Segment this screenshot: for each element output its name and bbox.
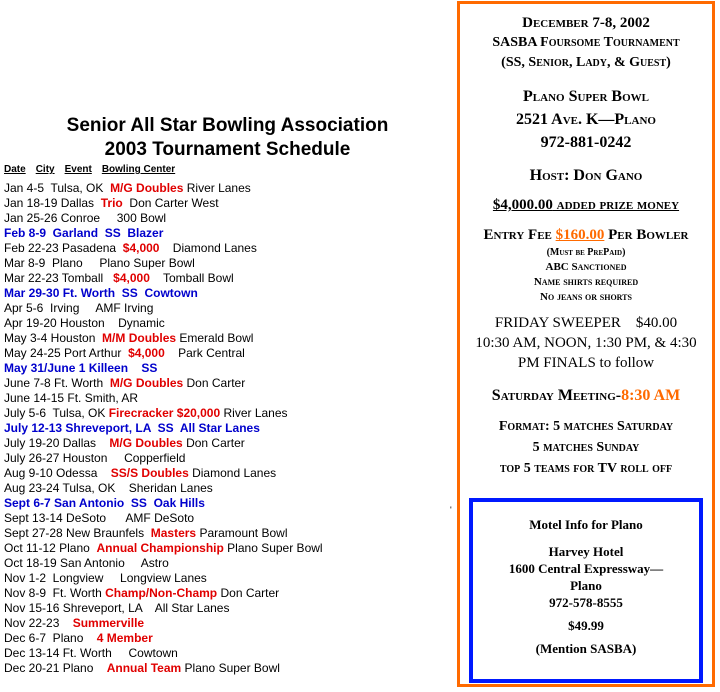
motel-note: (Mention SASBA) <box>535 641 637 656</box>
motel-info-box <box>469 498 703 683</box>
tournament-info-box <box>457 1 715 687</box>
schedule-row <box>4 331 323 346</box>
schedule-row <box>4 631 323 646</box>
schedule-row-text: Sept 13-14 DeSoto AMF DeSoto <box>4 511 195 525</box>
venue-name: Plano Super Bowl <box>523 88 649 105</box>
schedule-row-text: M/G Doubles <box>109 376 184 390</box>
schedule-row-text: 4 Member <box>96 631 153 645</box>
schedule-row-text: $4,000 <box>113 271 150 285</box>
schedule-row-text: July 19-20 Dallas <box>4 436 110 450</box>
schedule-row-text: Paramount Bowl <box>196 526 288 540</box>
motel-address-1: 1600 Central Expressway— <box>508 561 664 576</box>
schedule-row-text: Dec 13-14 Ft. Worth Cowtown <box>4 646 178 660</box>
schedule-row-text: May 31/June 1 Killeen SS <box>4 361 158 375</box>
schedule-row-text: Jan 25-26 Conroe 300 Bowl <box>4 211 167 225</box>
header-bowling-center: Bowling Center <box>101 164 176 175</box>
format-line-3: top 5 teams for TV roll off <box>499 461 673 476</box>
schedule-row-text: M/M Doubles <box>102 331 177 345</box>
schedule-row-text: Don Carter <box>183 376 246 390</box>
jeans-note: No jeans or shorts <box>540 291 632 303</box>
schedule-row <box>4 256 323 271</box>
schedule-row <box>4 436 323 451</box>
schedule-row-text: Dec 20-21 Plano <box>4 661 107 675</box>
schedule-row <box>4 421 323 436</box>
name-shirts-note: Name shirts required <box>533 276 639 288</box>
schedule-row-text: $4,000 <box>122 241 160 255</box>
schedule-row-text: Nov 8-9 Ft. Worth <box>4 586 106 600</box>
schedule-row <box>4 496 323 511</box>
prize-money <box>460 195 712 215</box>
saturday-meeting <box>460 385 712 407</box>
schedule-row-text: M/G Doubles <box>109 436 183 450</box>
tournament-name: SASBA Foursome Tournament <box>492 35 680 50</box>
motel-address-2: Plano <box>570 578 602 593</box>
schedule-row <box>4 361 323 376</box>
schedule-row-text: Trio <box>100 196 123 210</box>
tournament-date: December 7-8, 2002 <box>522 15 650 31</box>
schedule-row-text: July 5-6 Tulsa, OK <box>4 406 109 420</box>
friday-sweeper: FRIDAY SWEEPER $40.00 <box>494 315 678 331</box>
schedule-row-text: Firecracker $20,000 <box>108 406 221 420</box>
motel-name: Harvey Hotel <box>548 544 624 559</box>
schedule-row-text: Jan 4-5 Tulsa, OK <box>4 181 111 195</box>
prize-amount: $4,000.00 <box>492 197 553 213</box>
schedule-row <box>4 211 323 226</box>
schedule-row-text: Nov 1-2 Longview Longview Lanes <box>4 571 207 585</box>
schedule-row-text: Diamond Lanes <box>159 241 257 255</box>
schedule-row-text: Tomball Bowl <box>149 271 234 285</box>
schedule-row-text: July 26-27 Houston Copperfield <box>4 451 186 465</box>
schedule-row <box>4 616 323 631</box>
schedule-row-text: Aug 9-10 Odessa <box>4 466 111 480</box>
schedule-row <box>4 241 323 256</box>
schedule-row-text: Mar 29-30 Ft. Worth SS Cowtown <box>4 286 198 300</box>
schedule-row-text: June 14-15 Ft. Smith, AR <box>4 391 139 405</box>
schedule-row-text: Apr 5-6 Irving AMF Irving <box>4 301 154 315</box>
schedule-row-text: SS/S Doubles <box>110 466 189 480</box>
prepaid-note: (Must be PrePaid) <box>546 247 626 258</box>
schedule-row-text: Feb 8-9 Garland SS Blazer <box>4 226 164 240</box>
schedule-row <box>4 181 323 196</box>
schedule-row-text: July 12-13 Shreveport, LA SS All Star Lanes <box>4 421 260 435</box>
schedule-row-text: Mar 8-9 Plano Plano Super Bowl <box>4 256 195 270</box>
schedule-row-text: June 7-8 Ft. Worth <box>4 376 110 390</box>
schedule-row-text: Diamond Lanes <box>188 466 277 480</box>
schedule-row-text: Nov 15-16 Shreveport, LA All Star Lanes <box>4 601 230 615</box>
venue-address: 2521 Ave. K—Plano <box>516 111 656 128</box>
schedule-row-text: Mar 22-23 Tomball <box>4 271 114 285</box>
schedule-row <box>4 556 323 571</box>
schedule-row-text: Aug 23-24 Tulsa, OK Sheridan Lanes <box>4 481 213 495</box>
schedule-row <box>4 511 323 526</box>
tournament-divisions: (SS, Senior, Lady, & Guest) <box>501 55 671 70</box>
header-city: City <box>35 164 55 175</box>
schedule-row-text: Nov 22-23 <box>4 616 73 630</box>
entry-amount: $160.00 <box>555 227 605 243</box>
schedule-row-text: Don Carter <box>217 586 280 600</box>
schedule-row-text: Don Carter <box>182 436 245 450</box>
sweeper-times: 10:30 AM, NOON, 1:30 PM, & 4:30 PM FINALS to follow <box>475 335 697 371</box>
schedule-row-text: Annual Team <box>106 661 182 675</box>
schedule-row-text: Sept 6-7 San Antonio SS Oak Hills <box>4 496 205 510</box>
schedule-row-text: River Lanes <box>183 181 251 195</box>
schedule-row-text: Annual Championship <box>96 541 224 555</box>
schedule-row-text: Masters <box>150 526 197 540</box>
schedule-row <box>4 586 323 601</box>
title-line-2: 2003 Tournament Schedule <box>104 139 351 160</box>
header-event: Event <box>64 164 92 175</box>
schedule-row <box>4 526 323 541</box>
schedule-row <box>4 391 323 406</box>
page-title <box>0 114 455 162</box>
schedule-row <box>4 316 323 331</box>
schedule-row <box>4 661 323 676</box>
format-line-2: 5 matches Sunday <box>532 440 640 455</box>
motel-price: $49.99 <box>568 618 604 633</box>
meeting-label: Saturday Meeting- <box>491 387 622 404</box>
schedule-row-text: M/G Doubles <box>110 181 184 195</box>
motel-title: Motel Info for Plano <box>529 517 643 532</box>
title-line-1: Senior All Star Bowling Association <box>66 115 389 136</box>
entry-suffix: Per Bowler <box>604 227 689 243</box>
schedule-row-text: Park Central <box>164 346 245 360</box>
schedule-row <box>4 376 323 391</box>
schedule-row <box>4 571 323 586</box>
schedule-row-text: Plano Super Bowl <box>223 541 323 555</box>
schedule-row <box>4 196 323 211</box>
schedule-row <box>4 406 323 421</box>
motel-phone: 972-578-8555 <box>549 595 623 610</box>
schedule-row <box>4 646 323 661</box>
schedule-row <box>4 301 323 316</box>
schedule-row <box>4 451 323 466</box>
abc-note: ABC Sanctioned <box>545 261 627 273</box>
venue-phone: 972-881-0242 <box>540 134 632 151</box>
schedule-row-text: Sept 27-28 New Braunfels <box>4 526 151 540</box>
schedule-row-text: River Lanes <box>220 406 288 420</box>
schedule-header <box>4 164 185 175</box>
schedule-list <box>4 181 323 676</box>
stray-mark: ' <box>450 505 452 515</box>
schedule-row-text: Summerville <box>72 616 145 630</box>
entry-fee <box>460 225 712 245</box>
entry-prefix: Entry Fee <box>483 227 556 243</box>
schedule-row-text: May 3-4 Houston <box>4 331 103 345</box>
schedule-row <box>4 541 323 556</box>
schedule-row-text: Plano Super Bowl <box>181 661 280 675</box>
schedule-row-text: Jan 18-19 Dallas <box>4 196 101 210</box>
schedule-row-text: May 24-25 Port Arthur <box>4 346 129 360</box>
format-line-1: Format: 5 matches Saturday <box>498 419 674 434</box>
prize-text: added prize money <box>552 197 680 213</box>
schedule-row <box>4 481 323 496</box>
schedule-row-text: $4,000 <box>128 346 165 360</box>
schedule-row <box>4 286 323 301</box>
schedule-row <box>4 226 323 241</box>
schedule-row-text: Emerald Bowl <box>176 331 254 345</box>
schedule-row-text: Oct 18-19 San Antonio Astro <box>4 556 169 570</box>
schedule-row <box>4 601 323 616</box>
schedule-row-text: Feb 22-23 Pasadena <box>4 241 123 255</box>
schedule-row <box>4 271 323 286</box>
meeting-time: 8:30 AM <box>621 387 681 404</box>
schedule-row-text: Apr 19-20 Houston Dynamic <box>4 316 165 330</box>
host: Host: Don Gano <box>529 167 643 184</box>
schedule-row-text: Dec 6-7 Plano <box>4 631 97 645</box>
header-date: Date <box>4 164 26 175</box>
schedule-row-text: Champ/Non-Champ <box>105 586 218 600</box>
schedule-row-text: Oct 11-12 Plano <box>4 541 97 555</box>
tournament-info <box>460 13 712 479</box>
schedule-row <box>4 346 323 361</box>
schedule-row <box>4 466 323 481</box>
schedule-row-text: Don Carter West <box>122 196 219 210</box>
